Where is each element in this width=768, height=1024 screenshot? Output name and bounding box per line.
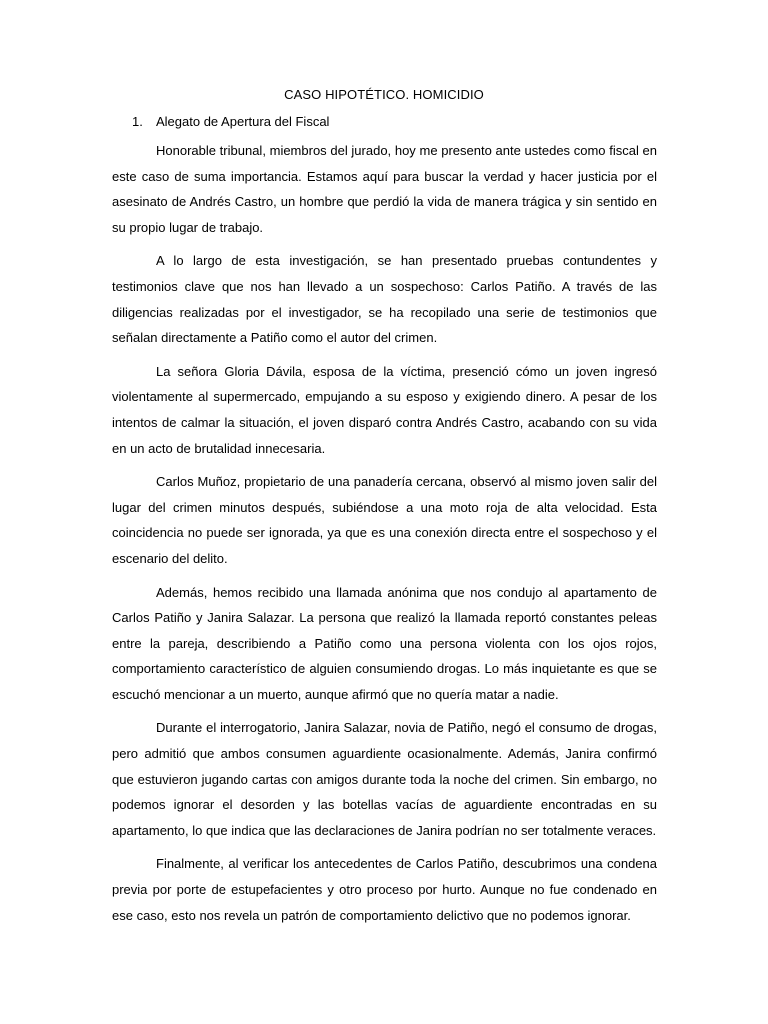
paragraph-1: Honorable tribunal, miembros del jurado, hoy me presento ante ustedes como fiscal en este caso de suma importancia. Estamos aquí para buscar la verdad y hacer justicia por el asesinato de Andrés Castro, un hombre que perdió la vida de manera trágica y sin sentido en su propio lugar de trabajo. <box>112 143 657 235</box>
document-title: CASO HIPOTÉTICO. HOMICIDIO <box>284 87 484 102</box>
paragraph-4: Carlos Muñoz, propietario de una panadería cercana, observó al mismo joven salir del lugar del crimen minutos después, subiéndose a una moto roja de alta velocidad. Esta coincidencia no puede ser ignorada, ya que es una conexión directa entre el sospechoso y el escenario del delito. <box>112 474 657 566</box>
paragraph-5: Además, hemos recibido una llamada anónima que nos condujo al apartamento de Carlos Patiño y Janira Salazar. La persona que realizó la llamada reportó constantes peleas entre la pareja, describiendo a Patiño como una persona violenta con los ojos rojos, comportamiento característico de alguien consumiendo drogas. Lo más inquietante es que se escuchó mencionar a un muerto, aunque afirmó que no quería matar a nadie. <box>112 584 657 702</box>
section-number: 1. <box>132 114 143 129</box>
paragraph-7: Finalmente, al verificar los antecedentes de Carlos Patiño, descubrimos una condena previa por porte de estupefacientes y otro proceso por hurto. Aunque no fue condenado en ese caso, esto nos revela un patrón de comportamiento delictivo que no podemos ignorar. <box>112 856 657 923</box>
section-heading <box>132 113 329 131</box>
paragraph-3: La señora Gloria Dávila, esposa de la víctima, presenció cómo un joven ingresó violentamente al supermercado, empujando a su esposo y exigiendo dinero. A pesar de los intentos de calmar la situación, el joven disparó contra Andrés Castro, acabando con su vida en un acto de brutalidad innecesaria. <box>112 363 657 456</box>
section-heading-text: Alegato de Apertura del Fiscal <box>156 114 330 129</box>
paragraph-6: Durante el interrogatorio, Janira Salazar, novia de Patiño, negó el consumo de drogas, pero admitió que ambos consumen aguardiente ocasionalmente. Además, Janira confirmó que estuvieron jugando cartas con amigos durante toda la noche del crimen. Sin embargo, no podemos ignorar el desorden y las botellas vacías de aguardiente encontradas en su apartamento, lo que indica que las declaraciones de Janira podrían no ser totalmente veraces. <box>112 720 657 838</box>
paragraph-2: A lo largo de esta investigación, se han presentado pruebas contundentes y testimonios clave que nos han llevado a un sospechoso: Carlos Patiño. A través de las diligencias realizadas por el investigador, se ha recopilado una serie de testimonios que señalan directamente a Patiño como el autor del crimen. <box>112 253 657 346</box>
document-body <box>112 138 657 936</box>
